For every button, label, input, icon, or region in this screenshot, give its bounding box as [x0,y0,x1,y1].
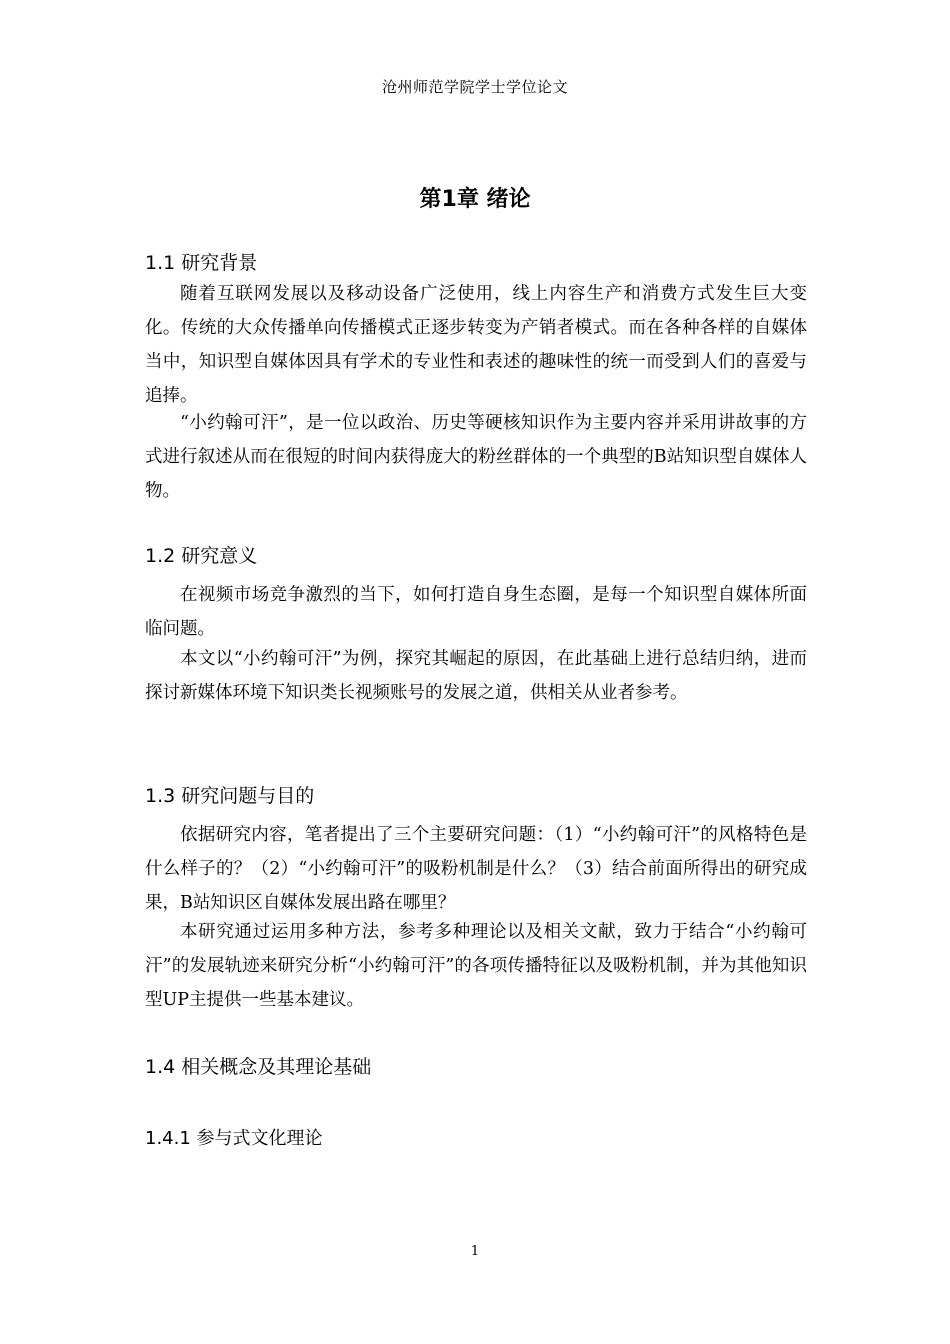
section-heading-1-2: 1.2 研究意义 [145,545,258,567]
paragraph-background-2: “小约翰可汗”，是一位以政治、历史等硬核知识作为主要内容并采用讲故事的方式进行叙述从而在很短的时间内获得庞大的粉丝群体的一个典型的B站知识型自媒体人物。 [145,413,807,501]
subsection-heading-1-4-1: 1.4.1 参与式文化理论 [145,1128,323,1149]
paragraph-questions-1: 依据研究内容，笔者提出了三个主要研究问题：（1）“小约翰可汗”的风格特色是什么样子的？（2）“小约翰可汗”的吸粉机制是什么？（3）结合前面所得出的研究成果，B站知识区自媒体发展出路在哪里？ [145,825,807,913]
paragraph-questions-2: 本研究通过运用多种方法，参考多种理论以及相关文献，致力于结合“小约翰可汗”的发展轨迹来研究分析“小约翰可汗”的各项传播特征以及吸粉机制，并为其他知识型UP主提供一些基本建议。 [145,922,807,1010]
section-heading-1-1: 1.1 研究背景 [145,252,258,274]
section-heading-1-4: 1.4 相关概念及其理论基础 [145,1056,372,1078]
running-header: 沧州师范学院学士学位论文 [381,78,568,96]
chapter-title: 第1章 绪论 [419,187,531,212]
section-heading-1-3: 1.3 研究问题与目的 [145,785,315,807]
paragraph-significance-2: 本文以“小约翰可汗”为例，探究其崛起的原因，在此基础上进行总结归纳，进而探讨新媒体环境下知识类长视频账号的发展之道，供相关从业者参考。 [145,649,807,703]
paragraph-significance-1: 在视频市场竞争激烈的当下，如何打造自身生态圈，是每一个知识型自媒体所面临问题。 [145,585,807,639]
page-number: 1 [470,1244,480,1259]
paragraph-background-1: 随着互联网发展以及移动设备广泛使用，线上内容生产和消费方式发生巨大变化。传统的大众传播单向传播模式正逐步转变为产销者模式。而在各种各样的自媒体当中，知识型自媒体因具有学术的专业性和表述的趣味性的统一而受到人们的喜爱与追捧。 [145,284,807,406]
